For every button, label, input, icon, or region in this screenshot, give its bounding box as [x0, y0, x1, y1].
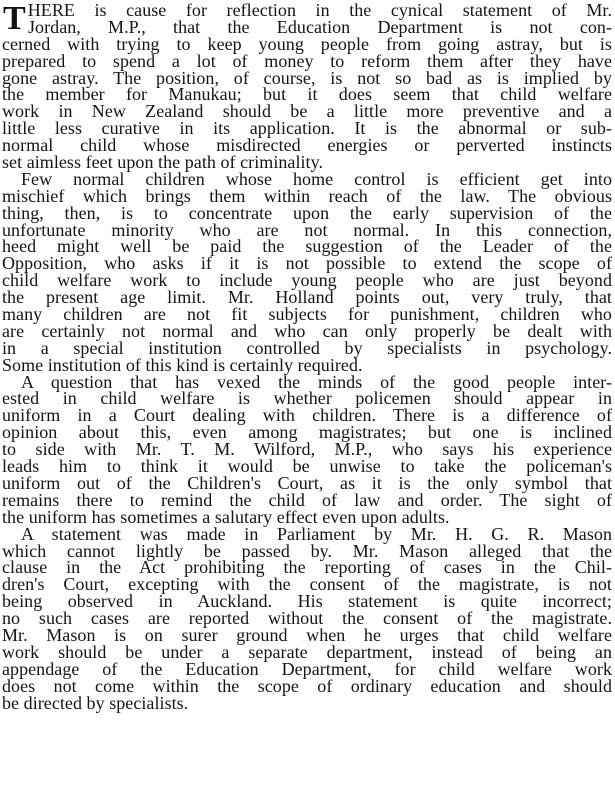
drop-cap: T [3, 0, 26, 37]
text-line: thing, then, is to concentrate upon the early supervision of the [2, 202, 612, 223]
text-line: THERE is cause for reflection in the cynical statement of Mr. [3, 0, 612, 37]
text-line: being observed in Auckland. His statement is quite incorrect; [2, 591, 612, 612]
text-line: be directed by specialists. [2, 692, 189, 713]
text-line: Jordan, M.P., that the Education Department is not con- [28, 16, 612, 37]
text-line: work should be under a separate department, instead of being an [2, 641, 612, 662]
text-line: prepared to spend a lot of money to reform them after they have [2, 50, 612, 71]
text-line: in a special institution controlled by specialists in psychology. [2, 337, 612, 358]
text-line: Opposition, who asks if it is not possible to extend the scope of [2, 253, 612, 274]
paragraph-2 [2, 168, 612, 375]
paragraph-4 [2, 523, 612, 713]
text-line: cerned with trying to keep young people from going astray, but is [2, 33, 612, 54]
text-line: leads him to think it would be unwise to take the policeman's [2, 456, 612, 477]
text-line: to side with Mr. T. M. Wilford, M.P., who says his experience [2, 439, 612, 460]
text-line: opinion about this, even among magistrates; but one is inclined [2, 422, 612, 443]
article-body [2, 2, 612, 711]
text-line: A statement was made in Parliament by Mr. H. G. R. Mason [21, 523, 612, 544]
paragraph-1 [2, 2, 612, 171]
text-line: normal child whose misdirected energies or perverted instincts [2, 135, 612, 156]
text-line: are certainly not normal and who can only properly be dealt with [2, 320, 612, 341]
text-line: no such cases are reported without the consent of the magistrate. [2, 608, 612, 629]
text-line: set aimless feet upon the path of criminality. [2, 152, 324, 173]
text-line: ested in child welfare is whether policemen should appear in [2, 388, 612, 409]
text-line: little less curative in its application. It is the abnormal or sub- [2, 118, 612, 139]
text-line: uniform in a Court dealing with children. There is a difference of [2, 405, 612, 426]
text-line: mischief which brings them within reach of the law. The obvious [2, 185, 612, 206]
text-line: remains there to remind the child of law and order. The sight of [2, 489, 612, 510]
text-line: heed might well be paid the suggestion of the Leader of the [2, 236, 612, 257]
text-line: does not come within the scope of ordinary education and should [2, 675, 612, 696]
text-line: work in New Zealand should be a little more preventive and a [2, 101, 612, 122]
text-line: the uniform has sometimes a salutary effect even upon adults. [2, 506, 450, 527]
text-line: appendage of the Education Department, for child welfare work [2, 658, 612, 679]
text-line: clause in the Act prohibiting the reporting of cases in the Chil- [2, 557, 612, 578]
text-line: gone astray. The position, of course, is not so bad as is implied by [2, 67, 612, 88]
text-line: Some institution of this kind is certainly required. [2, 354, 363, 375]
paragraph-3 [2, 371, 612, 527]
text-line: dren's Court, excepting with the consent of the magistrate, is not [2, 574, 612, 595]
text-line: child welfare work to include young people who are just beyond [2, 270, 612, 291]
text-line: which cannot lightly be passed by. Mr. Mason alleged that the [2, 540, 612, 561]
text-line: Few normal children whose home control is efficient get into [21, 168, 612, 189]
text-line: uniform out of the Children's Court, as it is the only symbol that [2, 472, 612, 493]
text-line: many children are not fit subjects for punishment, children who [2, 304, 612, 325]
text-line: the member for Manukau; but it does seem that child welfare [2, 84, 612, 105]
text-line: Mr. Mason is on surer ground when he urges that child welfare [2, 624, 612, 645]
text-line: unfortunate minority who are not normal. In this connection, [2, 219, 612, 240]
text-line: the present age limit. Mr. Holland points out, very truly, that [2, 287, 612, 308]
text-line: A question that has vexed the minds of the good people inter- [21, 371, 612, 392]
